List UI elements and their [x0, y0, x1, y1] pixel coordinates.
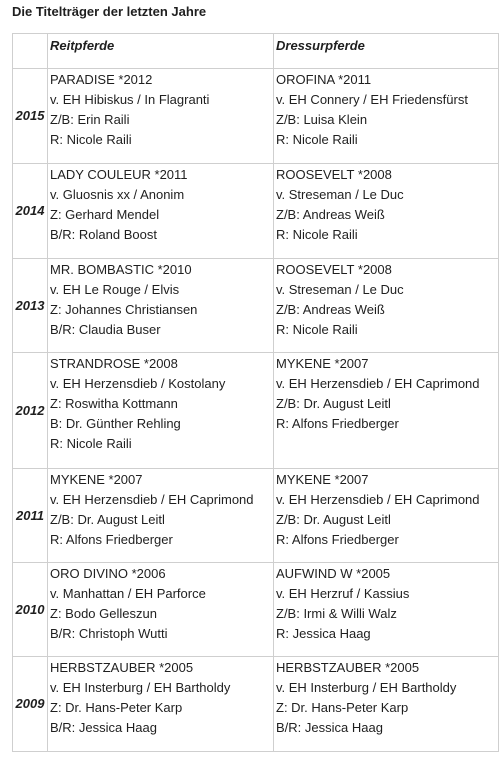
horse-detail-line: R: Nicole Raili	[50, 436, 132, 451]
horse-detail-line: Z/B: Dr. August Leitl	[276, 396, 391, 411]
horse-detail-line: R: Alfons Friedberger	[276, 416, 399, 431]
horse-detail-line: v. EH Herzensdieb / EH Caprimond	[276, 492, 480, 507]
horse-name: ORO DIVINO *2006	[50, 566, 166, 581]
table-row	[13, 69, 499, 164]
horse-name: ROOSEVELT *2008	[276, 167, 392, 182]
horse-name: MR. BOMBASTIC *2010	[50, 262, 192, 277]
table-row	[13, 657, 499, 752]
table-row	[13, 469, 499, 563]
horse-name: HERBSTZAUBER *2005	[50, 660, 194, 675]
horse-detail-line: B/R: Claudia Buser	[50, 322, 161, 337]
horse-detail-line: B/R: Christoph Wutti	[50, 626, 168, 641]
riding-horse-cell	[48, 164, 274, 259]
page-title: Die Titelträger der letzten Jahre	[12, 4, 207, 19]
horse-name: MYKENE *2007	[276, 472, 369, 487]
horse-detail-line: Z/B: Dr. August Leitl	[50, 512, 165, 527]
horse-detail-line: v. EH Le Rouge / Elvis	[50, 282, 180, 297]
horse-detail-line: Z: Dr. Hans-Peter Karp	[50, 700, 183, 715]
horse-detail-line: v. Streseman / Le Duc	[276, 282, 404, 297]
horse-detail-line: R: Alfons Friedberger	[50, 532, 173, 547]
horse-detail-line: Z/B: Erin Raili	[50, 112, 130, 127]
horse-detail-line: B/R: Jessica Haag	[50, 720, 157, 735]
table-header-row	[13, 34, 499, 69]
horse-detail-line: Z: Roswitha Kottmann	[50, 396, 178, 411]
horse-detail-line: Z: Bodo Gelleszun	[50, 606, 157, 621]
horse-detail-line: B: Dr. Günther Rehling	[50, 416, 181, 431]
horse-detail-line: v. Manhattan / EH Parforce	[50, 586, 206, 601]
dressage-horse-cell	[274, 469, 499, 563]
horse-detail-line: R: Nicole Raili	[276, 132, 358, 147]
horse-detail-line: R: Nicole Raili	[276, 322, 358, 337]
table-row	[13, 259, 499, 353]
horse-detail-line: v. EH Herzensdieb / EH Caprimond	[276, 376, 480, 391]
horse-detail-line: Z/B: Luisa Klein	[276, 112, 368, 127]
horse-name: ROOSEVELT *2008	[276, 262, 392, 277]
horse-detail-line: v. Gluosnis xx / Anonim	[50, 187, 185, 202]
dressage-horse-cell	[274, 164, 499, 259]
horse-detail-line: v. EH Connery / EH Friedensfürst	[276, 92, 468, 107]
dressage-horse-cell	[274, 69, 499, 164]
header-riding-horses: Reitpferde	[48, 34, 274, 69]
riding-horse-cell	[48, 469, 274, 563]
horse-detail-line: B/R: Roland Boost	[50, 227, 157, 242]
horse-detail-line: R: Nicole Raili	[50, 132, 132, 147]
horse-name: PARADISE *2012	[50, 72, 153, 87]
dressage-horse-cell	[274, 657, 499, 752]
year-cell: 2012	[13, 353, 48, 469]
horse-name: MYKENE *2007	[276, 356, 369, 371]
year-cell: 2015	[13, 69, 48, 164]
horse-name: LADY COULEUR *2011	[50, 167, 188, 182]
year-cell: 2013	[13, 259, 48, 353]
dressage-horse-cell	[274, 563, 499, 657]
horse-detail-line: B/R: Jessica Haag	[276, 720, 383, 735]
horse-name: AUFWIND W *2005	[276, 566, 391, 581]
horse-detail-line: Z/B: Dr. August Leitl	[276, 512, 391, 527]
dressage-horse-cell	[274, 259, 499, 353]
horse-detail-line: v. EH Herzensdieb / Kostolany	[50, 376, 226, 391]
horse-name: HERBSTZAUBER *2005	[276, 660, 420, 675]
table-row	[13, 353, 499, 469]
horse-detail-line: R: Alfons Friedberger	[276, 532, 399, 547]
horse-detail-line: v. EH Insterburg / EH Bartholdy	[276, 680, 457, 695]
horse-detail-line: v. EH Insterburg / EH Bartholdy	[50, 680, 231, 695]
riding-horse-cell	[48, 259, 274, 353]
table-row	[13, 563, 499, 657]
horse-name: OROFINA *2011	[276, 72, 372, 87]
horse-detail-line: Z/B: Irmi & Willi Walz	[276, 606, 397, 621]
horse-name: STRANDROSE *2008	[50, 356, 178, 371]
header-dressage-horses: Dressurpferde	[274, 34, 499, 69]
year-cell: 2014	[13, 164, 48, 259]
dressage-horse-cell	[274, 353, 499, 469]
horse-detail-line: v. EH Herzensdieb / EH Caprimond	[50, 492, 254, 507]
riding-horse-cell	[48, 69, 274, 164]
horse-detail-line: Z/B: Andreas Weiß	[276, 302, 385, 317]
year-cell: 2010	[13, 563, 48, 657]
horse-detail-line: Z: Gerhard Mendel	[50, 207, 160, 222]
horse-detail-line: R: Nicole Raili	[276, 227, 358, 242]
horse-detail-line: Z/B: Andreas Weiß	[276, 207, 385, 222]
champions-table	[12, 33, 499, 752]
horse-detail-line: v. Streseman / Le Duc	[276, 187, 404, 202]
horse-detail-line: Z: Johannes Christiansen	[50, 302, 198, 317]
table-row	[13, 164, 499, 259]
horse-detail-line: Z: Dr. Hans-Peter Karp	[276, 700, 409, 715]
horse-name: MYKENE *2007	[50, 472, 143, 487]
horse-detail-line: v. EH Hibiskus / In Flagranti	[50, 92, 210, 107]
year-cell: 2009	[13, 657, 48, 752]
horse-detail-line: v. EH Herzruf / Kassius	[276, 586, 410, 601]
riding-horse-cell	[48, 657, 274, 752]
riding-horse-cell	[48, 563, 274, 657]
year-cell: 2011	[13, 469, 48, 563]
riding-horse-cell	[48, 353, 274, 469]
header-year	[13, 34, 48, 69]
horse-detail-line: R: Jessica Haag	[276, 626, 371, 641]
